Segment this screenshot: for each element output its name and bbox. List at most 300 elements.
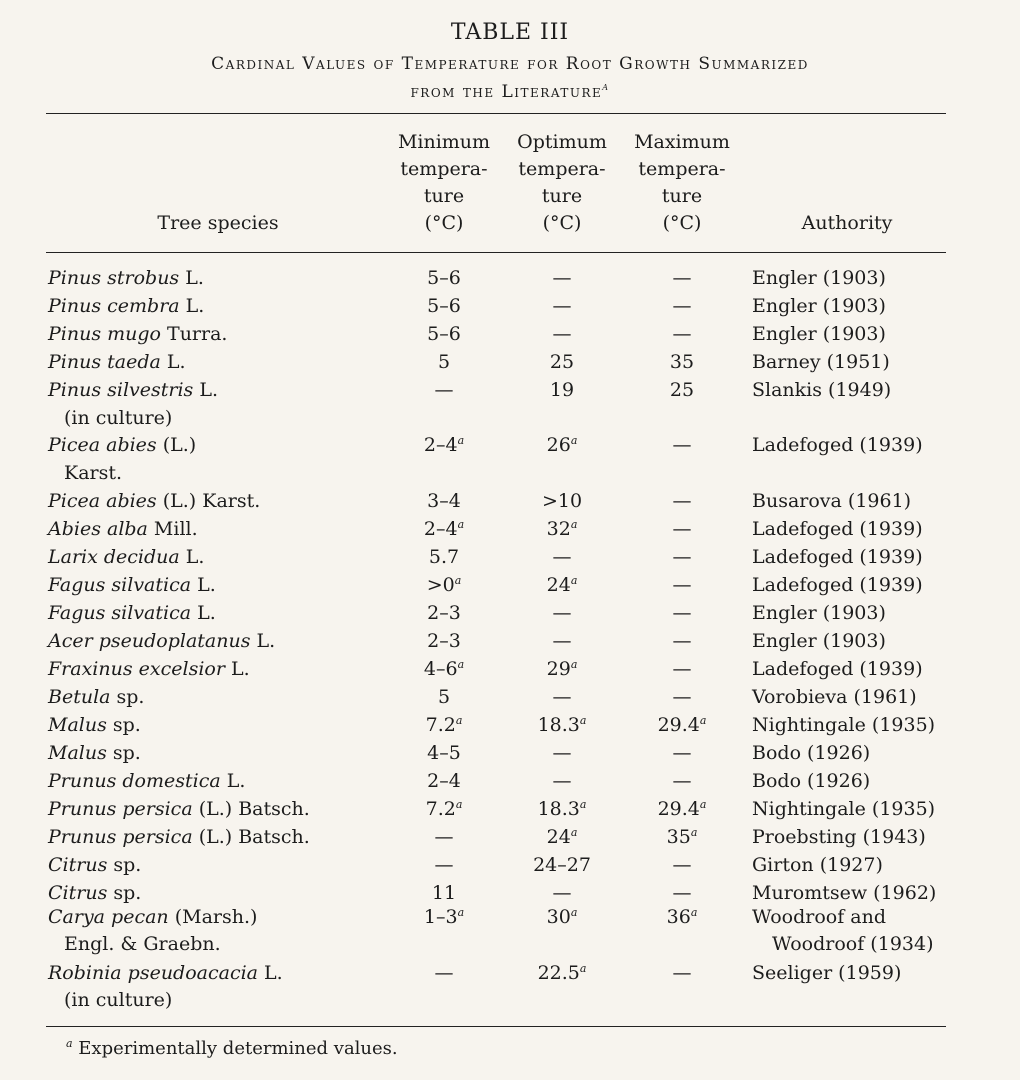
maximum-temperature-value: — <box>672 574 692 596</box>
minimum-temperature-value: 7.2 <box>425 714 456 736</box>
species-name: Fagus silvatica <box>48 602 192 624</box>
species-name: Pinus silvestris <box>48 379 194 401</box>
species-name: Acer pseudoplatanus <box>48 630 251 652</box>
minimum-temperature <box>394 656 494 683</box>
header-max-line3: ture <box>661 185 703 207</box>
header-tree-species: Tree species <box>157 212 279 234</box>
species-authority: L. <box>160 351 186 373</box>
optimum-temperature-footnote-mark: a <box>579 962 587 975</box>
maximum-temperature-value: — <box>672 686 692 708</box>
tree-species <box>48 293 204 320</box>
tree-species <box>48 349 186 376</box>
top-rule <box>46 113 946 114</box>
species-name: Citrus <box>48 854 108 876</box>
maximum-temperature-value: — <box>672 742 692 764</box>
header-authority: Authority <box>801 212 893 234</box>
tree-species <box>48 628 275 655</box>
species-authority: L. <box>191 602 216 624</box>
authority: Ladefoged (1939) <box>752 546 923 568</box>
maximum-temperature <box>632 349 732 376</box>
species-authority: (L.) Batsch. <box>192 798 310 820</box>
minimum-temperature-value: 4–6 <box>423 658 458 680</box>
minimum-temperature <box>394 321 494 348</box>
maximum-temperature-value: — <box>672 602 692 624</box>
species-authority: sp. <box>110 686 145 708</box>
optimum-temperature <box>512 544 612 571</box>
tree-species <box>48 321 227 348</box>
table-title: TABLE III <box>450 20 570 45</box>
optimum-temperature-footnote-mark: a <box>579 714 587 727</box>
optimum-temperature <box>512 516 612 543</box>
header-min-line2: tempera- <box>400 158 488 180</box>
optimum-temperature-value: 24 <box>546 826 571 848</box>
table-row <box>0 321 1020 348</box>
minimum-temperature <box>394 768 494 795</box>
optimum-temperature <box>512 712 612 739</box>
species-name: Carya pecan <box>48 906 169 928</box>
optimum-temperature-value: 19 <box>549 379 575 401</box>
tree-species <box>48 960 283 987</box>
optimum-temperature-footnote-mark: a <box>570 434 578 447</box>
species-authority: L. <box>191 574 216 596</box>
minimum-temperature <box>394 712 494 739</box>
authority-continuation: Woodroof (1934) <box>772 933 934 955</box>
maximum-temperature <box>632 852 732 879</box>
authority: Bodo (1926) <box>752 770 871 792</box>
authority: Nightingale (1935) <box>752 714 936 736</box>
maximum-temperature <box>632 796 732 823</box>
table-row <box>0 904 1020 931</box>
species-authority: Turra. <box>160 323 228 345</box>
table-row <box>0 768 1020 795</box>
tree-species <box>48 904 257 931</box>
maximum-temperature-value: 35 <box>669 351 695 373</box>
authority: Barney (1951) <box>752 351 890 373</box>
minimum-temperature-value: — <box>434 379 454 401</box>
species-authority: L. <box>193 379 219 401</box>
optimum-temperature-footnote-mark: a <box>570 518 578 531</box>
header-optimum <box>512 129 612 237</box>
header-opt-line3: ture <box>541 185 583 207</box>
minimum-temperature-value: >0 <box>426 574 455 596</box>
tree-species <box>48 740 141 767</box>
species-name: Larix decidua <box>48 546 180 568</box>
species-name: Picea abies <box>48 490 157 512</box>
minimum-temperature <box>394 488 494 515</box>
minimum-temperature-value: 11 <box>431 882 457 904</box>
tree-species-continuation: (in culture) <box>64 407 173 429</box>
minimum-temperature-value: 5 <box>437 686 451 708</box>
optimum-temperature-value: — <box>552 630 572 652</box>
optimum-temperature <box>512 628 612 655</box>
maximum-temperature <box>632 740 732 767</box>
species-authority: L. <box>179 267 204 289</box>
maximum-temperature-value: — <box>672 518 692 540</box>
maximum-temperature <box>632 321 732 348</box>
optimum-temperature <box>512 572 612 599</box>
minimum-temperature <box>394 824 494 851</box>
authority: Seeliger (1959) <box>752 962 902 984</box>
tree-species-continuation: (in culture) <box>64 989 173 1011</box>
species-name: Prunus domestica <box>48 770 221 792</box>
species-name: Pinus strobus <box>48 267 180 289</box>
header-max-line2: tempera- <box>638 158 726 180</box>
maximum-temperature-value: 25 <box>669 379 695 401</box>
species-name: Pinus mugo <box>48 323 161 345</box>
minimum-temperature-footnote-mark: a <box>457 906 465 919</box>
minimum-temperature <box>394 684 494 711</box>
optimum-temperature-footnote-mark: a <box>570 906 578 919</box>
minimum-temperature-footnote-mark: a <box>454 574 462 587</box>
tree-species <box>48 768 245 795</box>
authority: Busarova (1961) <box>752 490 912 512</box>
species-name: Robinia pseudoacacia <box>48 962 259 984</box>
header-minimum <box>394 129 494 237</box>
species-name: Betula <box>48 686 111 708</box>
maximum-temperature-value: — <box>672 295 692 317</box>
maximum-temperature-value: — <box>672 546 692 568</box>
species-authority: sp. <box>106 742 141 764</box>
minimum-temperature-value: — <box>434 962 454 984</box>
header-min-line3: ture <box>423 185 465 207</box>
table-row <box>0 656 1020 683</box>
optimum-temperature-value: 29 <box>546 658 571 680</box>
maximum-temperature-value: — <box>672 630 692 652</box>
authority: Ladefoged (1939) <box>752 434 923 456</box>
authority: Ladefoged (1939) <box>752 658 923 680</box>
table-subtitle-line1: Cardinal Values of Temperature for Root Growth Summarized <box>211 54 809 74</box>
header-min-line1: Minimum <box>397 131 491 153</box>
table-row <box>0 265 1020 292</box>
minimum-temperature-value: 3–4 <box>427 490 461 512</box>
species-name: Prunus persica <box>48 826 193 848</box>
minimum-temperature-value: 2–4 <box>423 434 458 456</box>
species-authority: sp. <box>107 882 142 904</box>
table-row <box>0 349 1020 376</box>
tree-species <box>48 488 260 515</box>
header-opt-line4: (°C) <box>542 212 582 234</box>
optimum-temperature-value: 32 <box>546 518 571 540</box>
tree-species <box>48 852 141 879</box>
header-max-line4: (°C) <box>662 212 702 234</box>
minimum-temperature-value: 5–6 <box>427 295 461 317</box>
minimum-temperature <box>394 628 494 655</box>
tree-species <box>48 796 310 823</box>
tree-species <box>48 544 204 571</box>
subtitle-footnote-mark: a <box>602 80 610 93</box>
species-authority: L. <box>179 295 205 317</box>
species-name: Malus <box>48 742 107 764</box>
optimum-temperature <box>512 488 612 515</box>
maximum-temperature-value: — <box>672 658 692 680</box>
optimum-temperature <box>512 904 612 931</box>
minimum-temperature <box>394 852 494 879</box>
species-authority: (L.) Karst. <box>156 490 261 512</box>
authority: Slankis (1949) <box>752 379 892 401</box>
minimum-temperature-value: — <box>434 854 454 876</box>
minimum-temperature-value: 2–4 <box>427 770 461 792</box>
authority: Nightingale (1935) <box>752 798 936 820</box>
maximum-temperature-value: — <box>672 962 692 984</box>
table-row <box>0 740 1020 767</box>
optimum-temperature-value: >10 <box>541 490 583 512</box>
maximum-temperature-footnote-mark: a <box>699 714 707 727</box>
minimum-temperature-value: 1–3 <box>423 906 458 928</box>
species-authority: L. <box>250 630 276 652</box>
authority: Girton (1927) <box>752 854 883 876</box>
maximum-temperature-footnote-mark: a <box>690 906 698 919</box>
optimum-temperature-value: 25 <box>549 351 575 373</box>
tree-species <box>48 265 204 292</box>
authority: Engler (1903) <box>752 602 886 624</box>
table-row <box>0 600 1020 627</box>
maximum-temperature <box>632 265 732 292</box>
maximum-temperature <box>632 768 732 795</box>
footnote-mark: a <box>66 1037 73 1050</box>
maximum-temperature-value: — <box>672 770 692 792</box>
species-name: Picea abies <box>48 434 157 456</box>
tree-species <box>48 516 198 543</box>
species-name: Malus <box>48 714 107 736</box>
authority: Proebsting (1943) <box>752 826 926 848</box>
maximum-temperature <box>632 628 732 655</box>
header-opt-line2: tempera- <box>518 158 606 180</box>
maximum-temperature <box>632 880 732 907</box>
optimum-temperature-value: — <box>552 770 572 792</box>
tree-species <box>48 432 196 459</box>
optimum-temperature <box>512 600 612 627</box>
minimum-temperature-value: 4–5 <box>427 742 461 764</box>
maximum-temperature-value: — <box>672 882 692 904</box>
species-name: Pinus taeda <box>48 351 161 373</box>
authority: Engler (1903) <box>752 267 886 289</box>
table-row <box>0 544 1020 571</box>
minimum-temperature <box>394 600 494 627</box>
optimum-temperature-value: 22.5 <box>537 962 580 984</box>
minimum-temperature <box>394 377 494 404</box>
maximum-temperature <box>632 293 732 320</box>
authority: Engler (1903) <box>752 323 886 345</box>
minimum-temperature <box>394 880 494 907</box>
optimum-temperature-value: 30 <box>546 906 571 928</box>
species-authority: sp. <box>107 854 142 876</box>
minimum-temperature <box>394 796 494 823</box>
authority: Ladefoged (1939) <box>752 518 923 540</box>
optimum-temperature-value: — <box>552 267 572 289</box>
optimum-temperature-footnote-mark: a <box>570 826 578 839</box>
species-authority: sp. <box>106 714 141 736</box>
minimum-temperature-value: 5–6 <box>427 267 461 289</box>
maximum-temperature-value: 35 <box>666 826 691 848</box>
species-authority: L. <box>224 658 250 680</box>
maximum-temperature <box>632 824 732 851</box>
bottom-rule <box>46 1026 946 1027</box>
minimum-temperature <box>394 516 494 543</box>
species-authority: Mill. <box>147 518 198 540</box>
authority: Engler (1903) <box>752 630 886 652</box>
tree-species <box>48 880 141 907</box>
optimum-temperature <box>512 796 612 823</box>
table-row <box>0 852 1020 879</box>
minimum-temperature <box>394 293 494 320</box>
minimum-temperature-footnote-mark: a <box>457 518 465 531</box>
tree-species-continuation: Engl. & Graebn. <box>64 933 221 955</box>
minimum-temperature <box>394 432 494 459</box>
optimum-temperature-value: — <box>552 323 572 345</box>
maximum-temperature <box>632 488 732 515</box>
maximum-temperature <box>632 377 732 404</box>
optimum-temperature <box>512 432 612 459</box>
species-name: Fraxinus excelsior <box>48 658 225 680</box>
maximum-temperature <box>632 572 732 599</box>
maximum-temperature-value: — <box>672 323 692 345</box>
tree-species <box>48 572 216 599</box>
maximum-temperature-value: — <box>672 434 692 456</box>
optimum-temperature <box>512 880 612 907</box>
optimum-temperature <box>512 684 612 711</box>
optimum-temperature-value: 18.3 <box>537 714 580 736</box>
species-authority: L. <box>179 546 205 568</box>
table-subtitle-line2 <box>0 82 1020 102</box>
table-row <box>0 628 1020 655</box>
optimum-temperature-footnote-mark: a <box>579 798 587 811</box>
species-authority: (L.) Batsch. <box>192 826 310 848</box>
minimum-temperature-value: — <box>434 826 454 848</box>
maximum-temperature <box>632 904 732 931</box>
minimum-temperature-footnote-mark: a <box>457 434 465 447</box>
header-min-line4: (°C) <box>424 212 464 234</box>
maximum-temperature-value: — <box>672 490 692 512</box>
maximum-temperature-footnote-mark: a <box>690 826 698 839</box>
maximum-temperature-value: — <box>672 267 692 289</box>
minimum-temperature-value: 5 <box>437 351 451 373</box>
minimum-temperature-value: 2–4 <box>423 518 458 540</box>
minimum-temperature-footnote-mark: a <box>455 714 463 727</box>
minimum-temperature-footnote-mark: a <box>457 658 465 671</box>
species-authority: (L.) <box>156 434 197 456</box>
maximum-temperature <box>632 656 732 683</box>
authority: Vorobieva (1961) <box>752 686 917 708</box>
optimum-temperature-value: — <box>552 546 572 568</box>
optimum-temperature <box>512 265 612 292</box>
minimum-temperature <box>394 265 494 292</box>
optimum-temperature-value: 24 <box>546 574 571 596</box>
optimum-temperature <box>512 852 612 879</box>
maximum-temperature <box>632 600 732 627</box>
maximum-temperature-value: 36 <box>666 906 691 928</box>
minimum-temperature <box>394 740 494 767</box>
optimum-temperature <box>512 768 612 795</box>
optimum-temperature-footnote-mark: a <box>570 574 578 587</box>
maximum-temperature-value: 29.4 <box>657 714 700 736</box>
table-row <box>0 488 1020 515</box>
maximum-temperature <box>632 516 732 543</box>
table-row <box>0 824 1020 851</box>
species-name: Prunus persica <box>48 798 193 820</box>
tree-species <box>48 824 310 851</box>
header-rule <box>46 252 946 253</box>
maximum-temperature-value: 29.4 <box>657 798 700 820</box>
tree-species <box>48 684 144 711</box>
minimum-temperature-value: 2–3 <box>427 602 461 624</box>
minimum-temperature-value: 5–6 <box>427 323 461 345</box>
maximum-temperature-value: — <box>672 854 692 876</box>
optimum-temperature-value: — <box>552 602 572 624</box>
minimum-temperature <box>394 544 494 571</box>
header-max-line1: Maximum <box>634 131 730 153</box>
minimum-temperature <box>394 960 494 987</box>
optimum-temperature-value: 18.3 <box>537 798 580 820</box>
authority: Engler (1903) <box>752 295 886 317</box>
optimum-temperature <box>512 740 612 767</box>
table-row <box>0 684 1020 711</box>
minimum-temperature-value: 7.2 <box>425 798 456 820</box>
species-name: Citrus <box>48 882 108 904</box>
table-row <box>0 432 1020 459</box>
optimum-temperature-value: — <box>552 295 572 317</box>
species-name: Pinus cembra <box>48 295 180 317</box>
tree-species-continuation: Karst. <box>64 462 123 484</box>
optimum-temperature-value: — <box>552 882 572 904</box>
maximum-temperature <box>632 684 732 711</box>
optimum-temperature <box>512 656 612 683</box>
authority: Ladefoged (1939) <box>752 574 923 596</box>
tree-species <box>48 712 141 739</box>
minimum-temperature-value: 5.7 <box>428 546 460 568</box>
authority: Muromtsew (1962) <box>752 882 937 904</box>
minimum-temperature-value: 2–3 <box>427 630 461 652</box>
tree-species <box>48 377 218 404</box>
table-row <box>0 572 1020 599</box>
species-authority: L. <box>258 962 283 984</box>
optimum-temperature <box>512 377 612 404</box>
optimum-temperature <box>512 824 612 851</box>
optimum-temperature-value: — <box>552 742 572 764</box>
minimum-temperature <box>394 904 494 931</box>
optimum-temperature-value: 26 <box>546 434 571 456</box>
table-row <box>0 960 1020 987</box>
table-row <box>0 796 1020 823</box>
species-name: Abies alba <box>48 518 148 540</box>
table-row <box>0 712 1020 739</box>
footnote <box>66 1038 398 1059</box>
species-authority: (Marsh.) <box>168 906 258 928</box>
authority: Woodroof and <box>752 906 887 928</box>
maximum-temperature-footnote-mark: a <box>699 798 707 811</box>
maximum-temperature <box>632 712 732 739</box>
header-opt-line1: Optimum <box>517 131 607 153</box>
optimum-temperature-value: 24–27 <box>533 854 591 876</box>
maximum-temperature <box>632 960 732 987</box>
minimum-temperature <box>394 349 494 376</box>
minimum-temperature-footnote-mark: a <box>455 798 463 811</box>
maximum-temperature <box>632 432 732 459</box>
tree-species <box>48 656 250 683</box>
optimum-temperature <box>512 960 612 987</box>
optimum-temperature <box>512 321 612 348</box>
optimum-temperature-footnote-mark: a <box>570 658 578 671</box>
optimum-temperature <box>512 349 612 376</box>
minimum-temperature <box>394 572 494 599</box>
tree-species <box>48 600 216 627</box>
table-row <box>0 377 1020 404</box>
species-authority: L. <box>220 770 246 792</box>
authority: Bodo (1926) <box>752 742 871 764</box>
optimum-temperature-value: — <box>552 686 572 708</box>
species-name: Fagus silvatica <box>48 574 192 596</box>
footnote-text: Experimentally determined values. <box>72 1038 398 1059</box>
header-maximum <box>632 129 732 237</box>
